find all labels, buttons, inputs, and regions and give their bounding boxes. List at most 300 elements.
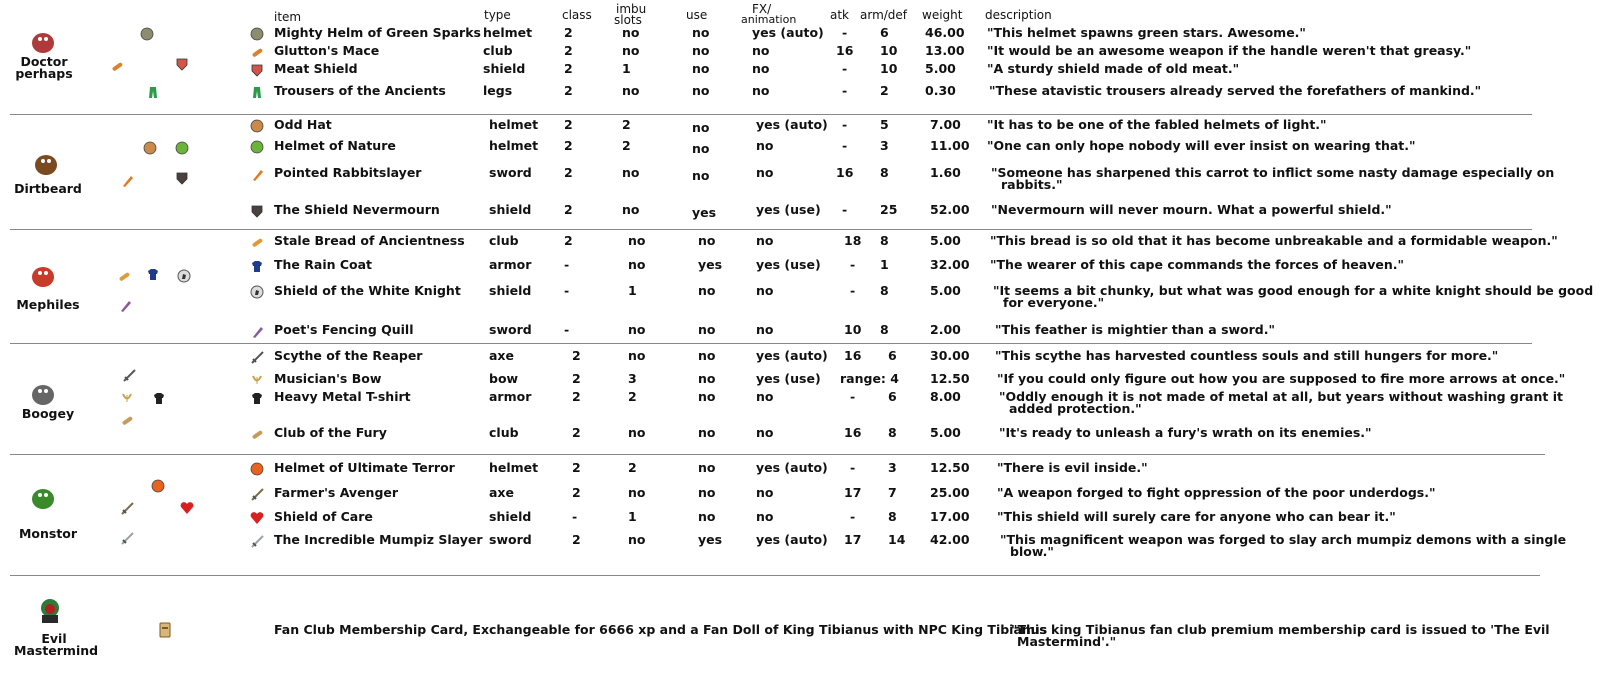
item-atk: - [842,61,848,76]
item-type: club [483,43,513,58]
item-weight: 11.00 [930,138,970,153]
item-fx: no [752,43,770,58]
hat-icon [250,118,264,132]
item-description-line: "One can only hope nobody will ever insist on wearing that." [987,138,1416,153]
coat-icon [250,258,264,272]
item-fx: no [756,138,774,153]
item-name: Meat Shield [274,61,358,76]
item-use: no [698,509,716,524]
item-imbu-slots: no [628,233,646,248]
header-class: class [562,8,592,22]
item-armdef: 7 [888,485,897,500]
quill-icon [250,323,264,337]
item-armdef: 8 [880,283,889,298]
item-use: no [692,141,710,156]
tshirt-icon [152,390,166,404]
item-description-line: "It seems a bit chunky, but what was good enough for a white knight should be good [993,283,1594,298]
group-divider [10,343,1532,344]
item-fx: yes (auto) [756,348,828,363]
item-description [997,487,1435,499]
item-name: Helmet of Ultimate Terror [274,460,455,475]
boogey-icon [28,380,60,408]
item-fx: yes (use) [756,257,821,272]
item-type: shield [489,283,532,298]
item-imbu-slots: 2 [622,117,631,132]
item-imbu-slots: no [622,83,640,98]
item-fx: yes (use) [756,202,821,217]
item-imbu-slots: 1 [628,509,637,524]
item-use: no [698,233,716,248]
item-name: The Incredible Mumpiz Slayer [274,532,483,547]
item-armdef: 1 [880,257,889,272]
item-description-line: "This feather is mightier than a sword." [995,322,1276,337]
item-weight: 5.00 [930,233,961,248]
item-type: helmet [489,138,539,153]
trousers-icon [146,84,160,98]
item-fx: yes (use) [756,371,821,386]
trousers-icon [250,84,264,98]
item-type: shield [483,61,526,76]
header-use: use [686,8,708,22]
item-imbu-slots: 2 [628,389,637,404]
heart-shield-icon [180,500,194,514]
item-name: Helmet of Nature [274,138,396,153]
item-type: armor [489,257,532,272]
item-class: - [564,257,570,272]
item-use: no [692,168,710,183]
item-description [997,462,1148,474]
item-fx: yes (auto) [756,460,828,475]
item-type: helmet [489,117,539,132]
scythe-icon [122,367,136,381]
item-class: 2 [572,348,581,363]
item-armdef: 8 [880,322,889,337]
item-atk: 18 [844,233,862,248]
item-weight: 25.00 [930,485,970,500]
item-name: The Rain Coat [274,257,373,272]
item-fx: no [756,509,774,524]
item-atk: 17 [844,485,862,500]
item-fx: no [756,283,774,298]
item-fx: no [756,233,774,248]
item-class: 2 [572,371,581,386]
item-use: no [698,371,716,386]
item-description [991,204,1392,216]
item-type: shield [489,202,532,217]
item-description [987,119,1327,131]
item-weight: 30.00 [930,348,970,363]
boss-name-line: Monstor [18,526,78,541]
item-fx: no [756,485,774,500]
item-description [987,63,1239,75]
item-weight: 17.00 [930,509,970,524]
item-fx: yes (auto) [756,532,828,547]
item-name: Club of the Fury [274,425,387,440]
item-description [987,140,1416,152]
evil-mastermind-icon [34,596,66,624]
boss-name: Evil Mastermind [14,631,99,658]
lyre-bow-icon [250,372,264,386]
item-description-line: "A weapon forged to fight oppression of the poor underdogs." [997,485,1436,500]
item-armdef: 3 [888,460,897,475]
item-description-line: "This shield will surely care for anyone who can bear it." [997,509,1396,524]
item-weight: 32.00 [930,257,970,272]
item-imbu-slots: 2 [622,138,631,153]
header-atk: atk [830,8,850,22]
doctor-perhaps-icon [28,28,60,56]
item-use: yes [692,205,717,220]
item-name: Trousers of the Ancients [274,83,446,98]
dirtbeard-icon [31,150,63,178]
item-imbu-slots: no [628,485,646,500]
item-class: 2 [564,138,573,153]
item-name: Stale Bread of Ancientness [274,233,465,248]
item-imbu-slots: no [628,348,646,363]
item-name: Heavy Metal T-shirt [274,389,411,404]
item-atk: - [850,389,856,404]
item-atk: 10 [844,322,862,337]
item-fx: yes (auto) [756,117,828,132]
boss-name [8,528,88,540]
quill-icon [118,297,132,311]
item-atk: - [850,460,856,475]
item-class: 2 [564,165,573,180]
item-use: no [698,425,716,440]
item-use: yes [698,532,723,547]
boss-name-line: Mephiles [16,297,80,312]
mace-icon [250,44,264,58]
item-description-line: "Nevermourn will never mourn. What a powerful shield." [991,202,1392,217]
bread-icon [117,268,131,282]
header-armdef: arm/def [860,8,908,22]
item-atk: - [850,283,856,298]
item-armdef: 8 [888,509,897,524]
item-class: 2 [572,425,581,440]
item-class: 2 [564,43,573,58]
item-type: axe [489,348,514,363]
item-use: no [698,460,716,475]
boss-name-line: Boogey [21,406,75,421]
item-use: no [698,485,716,500]
header-animation: animation [741,13,797,26]
item-name: The Shield Nevermourn [274,202,440,217]
group-divider [10,229,1532,230]
item-atk: - [842,138,848,153]
item-description-line: "The wearer of this cape commands the forces of heaven." [990,257,1405,272]
item-description [999,391,1563,415]
white-shield-icon [250,284,264,298]
item-atk: 16 [844,348,862,363]
boss-name [8,299,88,311]
item-weight: 8.00 [930,389,961,404]
item-class: 2 [572,389,581,404]
item-name: Glutton's Mace [274,43,380,58]
item-description [997,511,1396,523]
item-fx: no [756,389,774,404]
item-description: "This king Tibianus fan club premium membership card is issued to 'The Evil Mastermind'." [1011,622,1550,649]
item-armdef: 8 [880,233,889,248]
header-weight: weight [922,8,963,22]
item-class: - [564,322,570,337]
item-weight: 1.60 [930,165,961,180]
item-class: 2 [564,61,573,76]
tshirt-icon [250,390,264,404]
item-fx: no [756,165,774,180]
item-atk: - [842,83,848,98]
item-class: 2 [564,117,573,132]
mephiles-icon [28,262,60,290]
item-name: Poet's Fencing Quill [274,322,414,337]
item-description-line: blow." [1010,544,1054,559]
carrot-icon [120,172,134,186]
item-type: sword [489,165,532,180]
mace-icon [110,58,124,72]
item-description-line: "There is evil inside." [997,460,1148,475]
item-atk: 17 [844,532,862,547]
item-description-line: for everyone." [1003,295,1105,310]
item-imbu-slots: no [628,257,646,272]
item-description [1000,534,1566,558]
item-weight: 13.00 [925,43,965,58]
item-fx: no [752,83,770,98]
pitchfork-icon [250,486,264,500]
item-type: armor [489,389,532,404]
nature-helmet-icon [175,140,189,154]
pumpkin-helmet-icon [250,461,264,475]
item-description-line: "This magnificent weapon was forged to slay arch mumpiz demons with a single [1000,532,1567,547]
item-imbu-slots: 3 [628,371,637,386]
item-class: - [572,509,578,524]
item-description-line: "A sturdy shield made of old meat." [987,61,1240,76]
item-imbu-slots: no [628,322,646,337]
boss-name-line: Dirtbeard [14,181,82,196]
lyre-bow-icon [120,390,134,404]
boss-name [4,56,84,80]
item-use: no [692,120,710,135]
item-type: helmet [489,460,539,475]
item-description-line: "It has to be one of the fabled helmets of light." [987,117,1327,132]
item-description [991,167,1554,191]
item-armdef: 8 [888,425,897,440]
header-item: item [274,10,302,24]
item-weight: 0.30 [925,83,956,98]
item-armdef: 6 [888,348,897,363]
item-description-line: "This helmet spawns green stars. Awesome." [987,25,1306,40]
item-atk: - [850,257,856,272]
item-description [995,350,1498,362]
item-imbu-slots: no [622,25,640,40]
header-description: description [985,8,1052,22]
item-use: no [692,61,710,76]
item-name: Pointed Rabbitslayer [274,165,422,180]
heart-shield-icon [250,510,264,524]
item-use: no [692,25,710,40]
item-armdef: 10 [880,61,898,76]
item-weight: 5.00 [930,283,961,298]
item-weight: 5.00 [930,425,961,440]
item-atk: - [842,117,848,132]
membership-card-icon [158,622,172,636]
item-type: sword [489,322,532,337]
item-imbu-slots: no [628,532,646,547]
club-icon [120,412,134,426]
item-armdef: 10 [880,43,898,58]
group-divider [10,114,1532,115]
item-description [987,45,1471,57]
item-weight: 12.50 [930,371,970,386]
item-description-line: added protection." [1009,401,1142,416]
item-type: bow [489,371,519,386]
item-armdef: 6 [880,25,889,40]
item-imbu-slots: 2 [628,460,637,475]
boss-name-line: perhaps [15,66,73,81]
club-icon [250,426,264,440]
pumpkin-helmet-icon [151,478,165,492]
item-name: Shield of Care [274,509,373,524]
helmet-icon [140,26,154,40]
item-description-line: "If you could only figure out how you are supposed to fire more arrows at once." [997,371,1566,386]
item-weight: 42.00 [930,532,970,547]
header-imbu-slots: slots [614,13,642,27]
item-class: 2 [564,25,573,40]
item-fx: yes (auto) [752,25,824,40]
item-atk: 16 [844,425,862,440]
item-description [990,235,1558,247]
item-name: Fan Club Membership Card, Exchangeable for 6666 xp and a Fan Doll of King Tibianus with NPC King Tibianus [274,622,1048,637]
dark-shield-icon [175,170,189,184]
hat-icon [143,140,157,154]
item-armdef: 8 [880,165,889,180]
header-fx: FX/ [752,2,772,16]
pitchfork-icon [120,500,134,514]
item-imbu-slots: 1 [622,61,631,76]
item-armdef: 2 [880,83,889,98]
item-atk: range: 4 [840,371,899,386]
bread-icon [250,234,264,248]
header-imbu: imbu [616,2,647,16]
item-fx: no [756,425,774,440]
item-description [989,85,1481,97]
item-description-line: "Someone has sharpened this carrot to inflict some nasty damage especially on [991,165,1555,180]
item-atk: - [842,25,848,40]
item-type: shield [489,509,532,524]
item-atk: 16 [836,43,854,58]
item-weight: 7.00 [930,117,961,132]
item-description-line: "This bread is so old that it has become unbreakable and a formidable weapon." [990,233,1558,248]
item-description [990,259,1404,271]
item-use: no [698,348,716,363]
item-name: Farmer's Avenger [274,485,399,500]
item-class: 2 [572,460,581,475]
item-imbu-slots: no [622,43,640,58]
item-description [999,427,1372,439]
meat-shield-icon [250,62,264,76]
item-type: legs [483,83,513,98]
item-class: 2 [564,233,573,248]
item-imbu-slots: 1 [628,283,637,298]
item-weight: 5.00 [925,61,956,76]
item-atk: - [850,509,856,524]
item-name: Odd Hat [274,117,332,132]
item-class: 2 [564,83,573,98]
item-type: sword [489,532,532,547]
item-armdef: 25 [880,202,898,217]
item-name: Scythe of the Reaper [274,348,423,363]
monstor-icon [28,484,60,512]
header-type: type [484,8,511,22]
item-description-line: rabbits." [1001,177,1063,192]
group-divider [10,454,1545,455]
item-use: no [698,283,716,298]
white-shield-icon [177,268,191,282]
item-weight: 12.50 [930,460,970,475]
meat-shield-icon [175,56,189,70]
item-description [993,285,1593,309]
item-armdef: 3 [880,138,889,153]
item-type: club [489,425,519,440]
item-class: 2 [572,485,581,500]
nature-helmet-icon [250,139,264,153]
item-description [987,27,1306,39]
item-name: Musician's Bow [274,371,382,386]
dark-shield-icon [250,203,264,217]
item-description [995,324,1275,336]
item-armdef: 5 [880,117,889,132]
scythe-icon [250,349,264,363]
item-description-line: "This scythe has harvested countless souls and still hungers for more." [995,348,1499,363]
item-type: helmet [483,25,533,40]
item-type: axe [489,485,514,500]
item-class: 2 [572,532,581,547]
item-armdef: 6 [888,389,897,404]
boss-name [8,408,88,420]
item-weight: 52.00 [930,202,970,217]
item-description-line: "It would be an awesome weapon if the handle weren't that greasy." [987,43,1472,58]
carrot-icon [250,166,264,180]
group-divider [10,575,1540,576]
item-imbu-slots: no [622,202,640,217]
item-use: no [698,389,716,404]
item-use: no [692,83,710,98]
item-use: yes [698,257,723,272]
item-description [997,373,1565,385]
item-use: no [698,322,716,337]
coat-icon [146,266,160,280]
item-name: Mighty Helm of Green Sparks [274,25,481,40]
item-fx: no [756,322,774,337]
sword-icon [120,530,134,544]
item-use: no [692,43,710,58]
item-name: Shield of the White Knight [274,283,461,298]
item-fx: no [752,61,770,76]
helmet-icon [250,26,264,40]
item-imbu-slots: no [622,165,640,180]
item-class: - [564,283,570,298]
sword-icon [250,533,264,547]
item-description-line: "These atavistic trousers already served the forefathers of mankind." [989,83,1482,98]
item-description-line: "It's ready to unleash a fury's wrath on its enemies." [999,425,1372,440]
item-weight: 46.00 [925,25,965,40]
item-imbu-slots: no [628,425,646,440]
item-class: 2 [564,202,573,217]
item-weight: 2.00 [930,322,961,337]
item-description-line: "Oddly enough it is not made of metal at all, but years without washing grant it [999,389,1563,404]
item-type: club [489,233,519,248]
boss-name-line: Doctor [20,54,68,69]
item-atk: - [842,202,848,217]
item-atk: 16 [836,165,854,180]
boss-name [8,183,88,195]
